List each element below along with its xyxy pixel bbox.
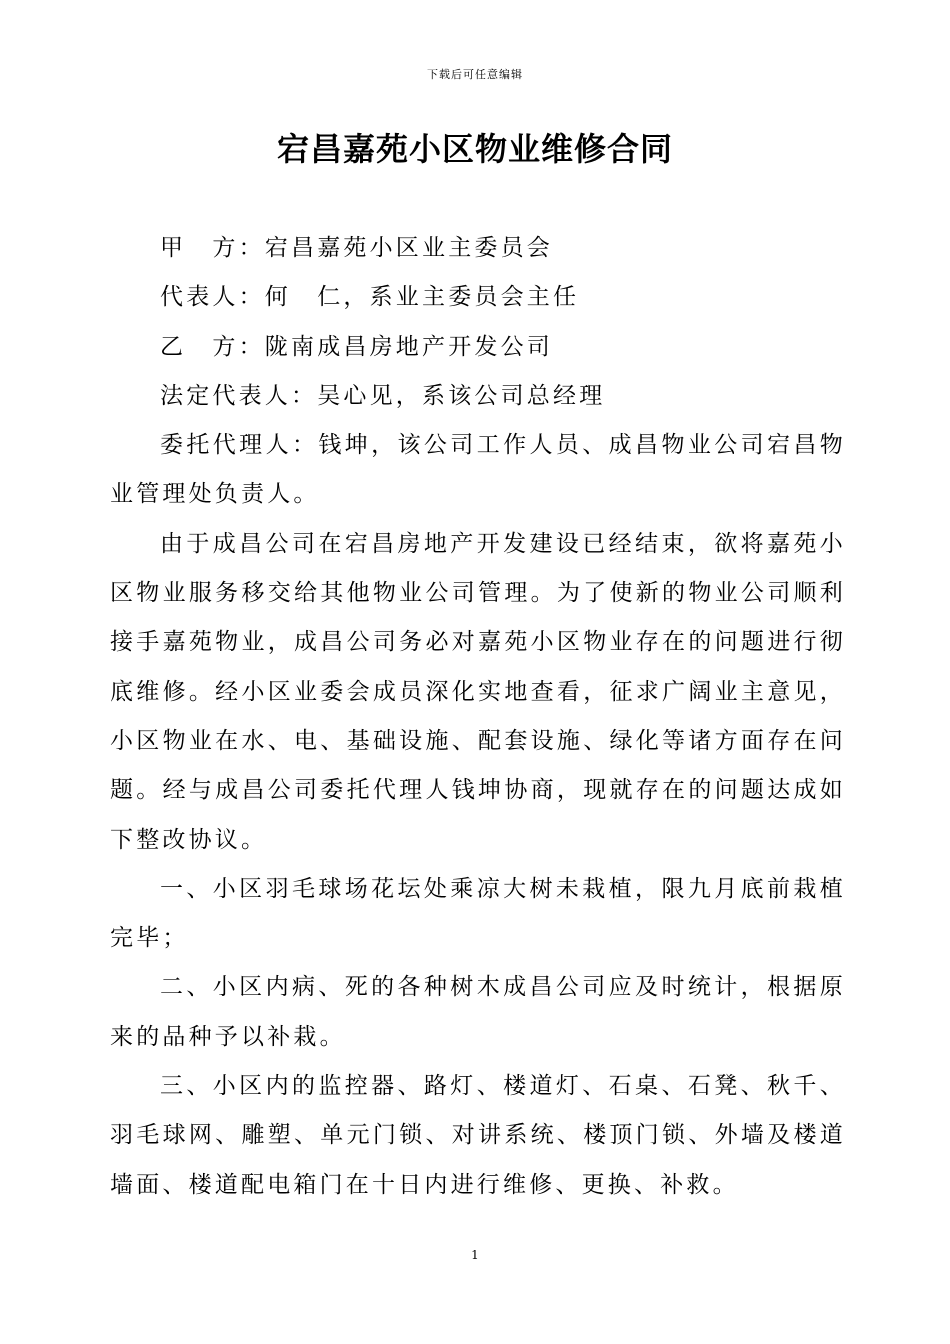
party-b-legal-representative-line: 法定代表人：吴心见，系该公司总经理 <box>160 382 606 409</box>
clause-1: 一、小区羽毛球场花坛处乘凉大树未栽植，限九月底前栽植完毕； <box>110 875 846 952</box>
party-a-representative-line: 代表人：何 仁，系业主委员会主任 <box>160 284 580 311</box>
party-b-agent-line: 委托代理人：钱坤，该公司工作人员、成昌物业公司宕昌物业管理处负责人。 <box>110 432 846 508</box>
party-b-line: 乙 方：陇南成昌房地产开发公司 <box>160 333 553 360</box>
party-a-line: 甲 方：宕昌嘉苑小区业主委员会 <box>160 235 553 261</box>
background-paragraph: 由于成昌公司在宕昌房地产开发建设已经结束，欲将嘉苑小区物业服务移交给其他物业公司管理。为了使新的物业公司顺利接手嘉苑物业，成昌公司务必对嘉苑小区物业存在的问题进行彻底维修。经小区业委会成员深化实地查看，征求广阔业主意见，小区物业在水、电、基础设施、配套设施、绿化等诸方面存在问题。经与成昌公司委托代理人钱坤协商，现就存在的问题达成如下整改协议。 <box>110 530 846 853</box>
header-note: 下载后可任意编辑 <box>427 68 523 81</box>
clause-3: 三、小区内的监控器、路灯、楼道灯、石桌、石凳、秋千、羽毛球网、雕塑、单元门锁、对讲系统、楼顶门锁、外墙及楼道墙面、楼道配电箱门在十日内进行维修、更换、补救。 <box>110 1073 846 1198</box>
document-title: 宕昌嘉苑小区物业维修合同 <box>276 130 673 168</box>
page-number: 1 <box>471 1248 479 1262</box>
document-body <box>110 224 846 1210</box>
clause-2: 二、小区内病、死的各种树木成昌公司应及时统计，根据原来的品种予以补栽。 <box>110 974 846 1050</box>
